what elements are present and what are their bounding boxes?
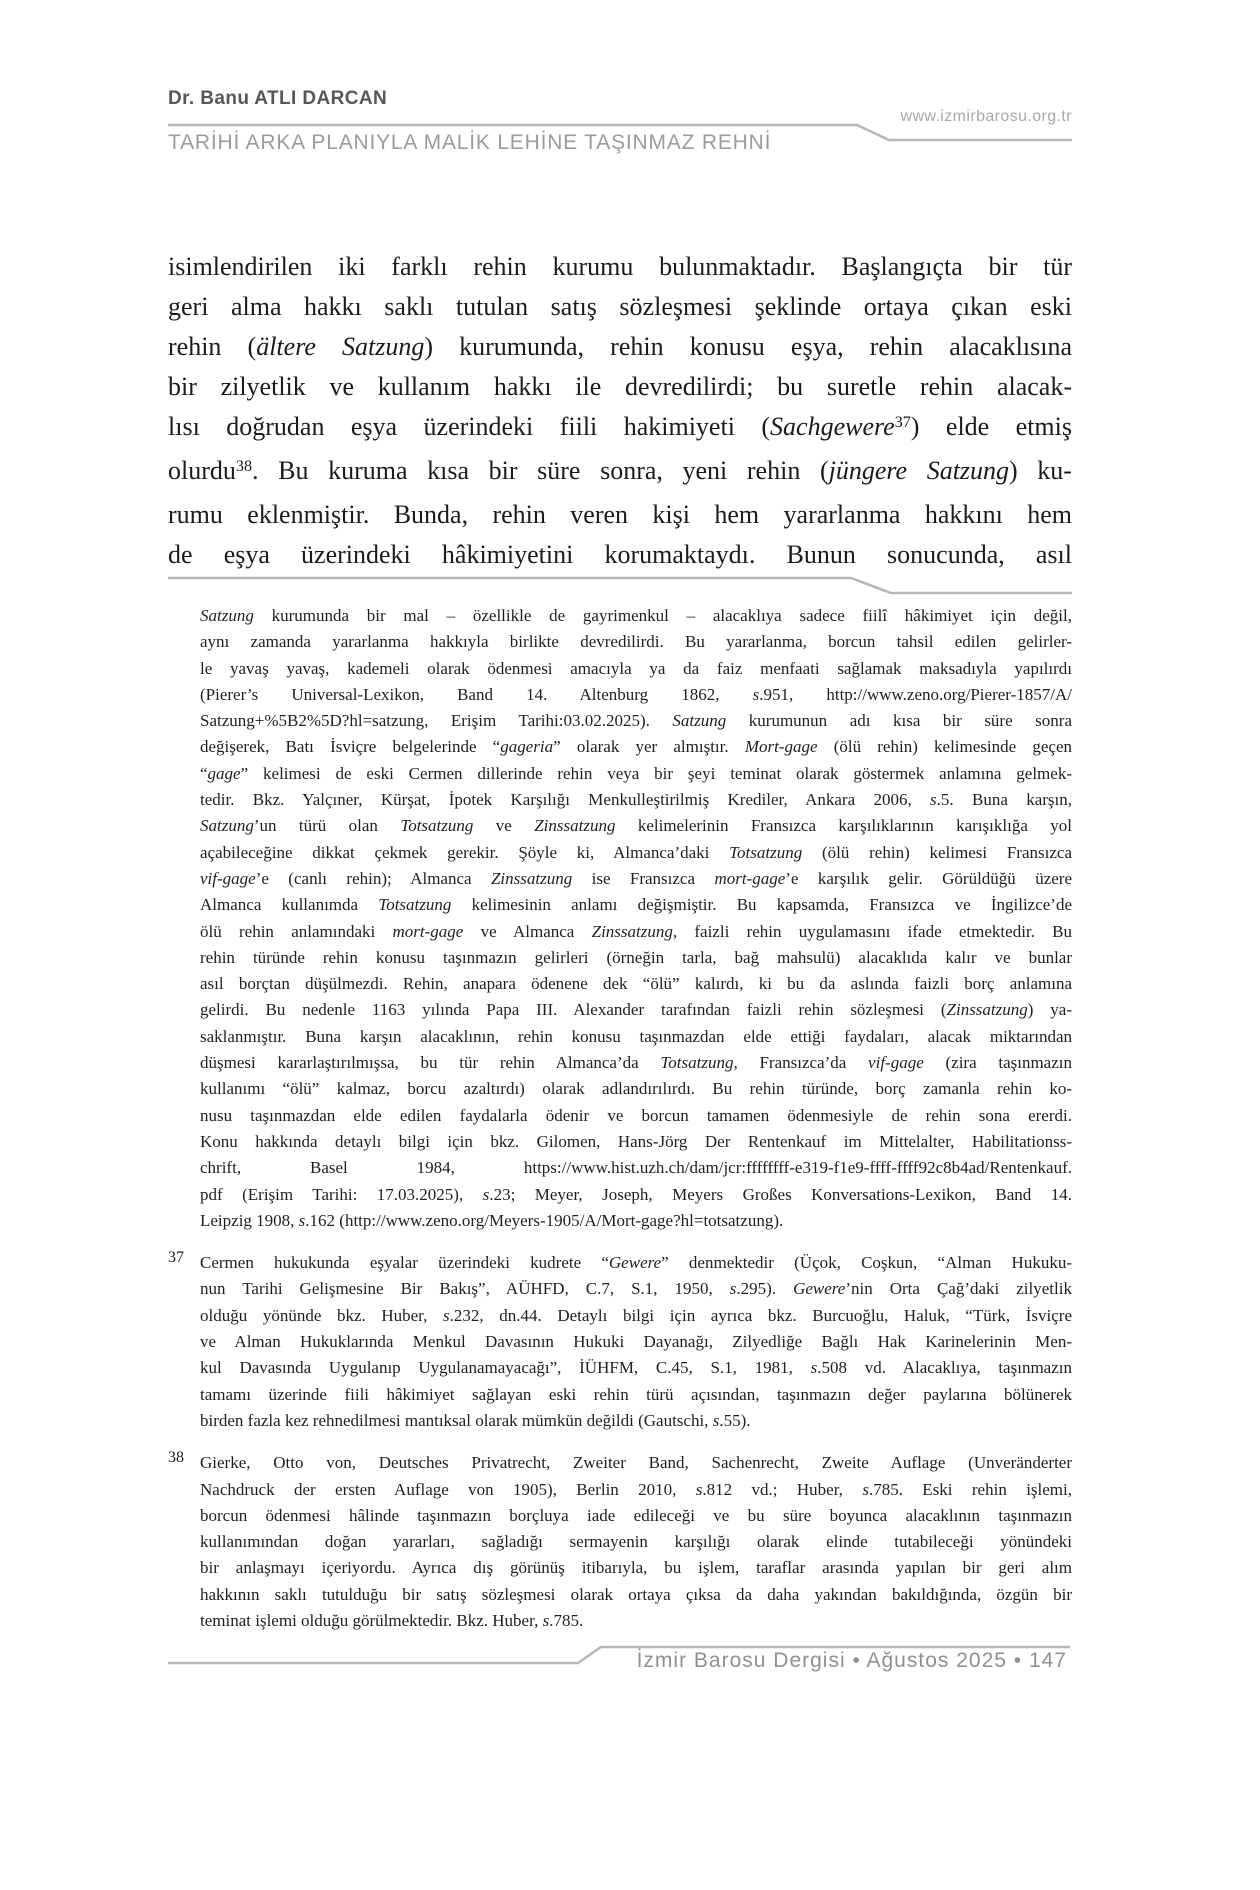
text-line: kul Davasında Uygulanıp Uygulanamayacağı”, İÜHFM, C.45, S.1, 1981, s.508 vd. Alacaklıya, taşınmazın xyxy=(200,1358,1072,1378)
text-line: asıl borçtan düşülmezdi. Rehin, anapara ödenene dek “ölü” kalırdı, ki bu da aslında faizli borç anlamına xyxy=(200,974,1072,994)
text-line: borcun ödenmesi hâlinde taşınmazın borçluya iade edileceği ve bu süre boyunca alacaklının taşınmazın xyxy=(200,1505,1072,1525)
text-line: gelirdi. Bu nedenle 1163 yılında Papa III. Alexander tarafından faizli rehin sözleşmesi (Zinssatzung) ya- xyxy=(200,1000,1072,1020)
footnote-number: 37 xyxy=(168,1249,184,1267)
text-line: vif-gage’e (canlı rehin); Almanca Zinssatzung ise Fransızca mort-gage’e karşılık gelir. Görüldüğü üzere xyxy=(200,868,1072,888)
text-line: Gierke, Otto von, Deutsches Privatrecht, Zweiter Band, Sachenrecht, Zweite Auflage (Unveränderter xyxy=(200,1453,1072,1473)
text-line: Konu hakkında detaylı bilgi için bkz. Gilomen, Hans-Jörg Der Rentenkauf im Mittelalter, Habilitationss- xyxy=(200,1131,1072,1151)
text-line: açabileceğine dikkat çekmek gerekir. Şöyle ki, Almanca’daki Totsatzung (ölü rehin) kelimesi Fransızca xyxy=(200,842,1072,862)
text-line: rumu eklenmiştir. Bunda, rehin veren kişi hem yararlanma hakkını hem xyxy=(168,500,1072,529)
text-line: Leipzig 1908, s.162 (http://www.zeno.org/Meyers-1905/A/Mort-gage?hl=totsatzung). xyxy=(200,1210,784,1230)
text-line: isimlendirilen iki farklı rehin kurumu bulunmaktadır. Başlangıçta bir tür xyxy=(168,252,1072,281)
footnote-divider-line xyxy=(168,578,1072,593)
author-name: Dr. Banu ATLI DARCAN xyxy=(168,88,388,109)
text-line: Satzung kurumunda bir mal – özellikle de gayrimenkul – alacaklıya sadece fiilî hâkimiyet için değil, xyxy=(200,606,1072,625)
text-line: bir zilyetlik ve kullanım hakkı ile devredilirdi; bu suretle rehin alacak- xyxy=(168,372,1072,401)
text-line: teminat işlemi olduğu görülmektedir. Bkz. Huber, s.785. xyxy=(200,1610,584,1630)
text-line: saklanmıştır. Buna karşın alacaklının, rehin konusu taşınmazdan elde ettiği faydaları, alacak miktarından xyxy=(200,1026,1072,1046)
text-line: değişerek, Batı İsviçre belgelerinde “gageria” olarak yer almıştır. Mort-gage (ölü rehin) kelimesinde geçen xyxy=(200,737,1072,757)
text-line: düşmesi kararlaştırılmışsa, bu tür rehin Almanca’da Totsatzung, Fransızca’da vif-gage (zira taşınmazın xyxy=(200,1053,1072,1073)
footnote-37 xyxy=(168,1250,1072,1434)
text-line: Almanca kullanımda Totsatzung kelimesinin anlamı değişmiştir. Bu kapsamda, Fransızca ve İngilizce’de xyxy=(200,895,1073,915)
article-title: TARİHİ ARKA PLANIYLA MALİK LEHİNE TAŞINMAZ REHNİ xyxy=(168,131,772,154)
footnotes-section xyxy=(168,603,1072,1634)
footnote-text xyxy=(200,1450,1072,1634)
text-line: lısı doğrudan eşya üzerindeki fiili hakimiyeti (Sachgewere$^{37}$) elde etmiş xyxy=(168,412,1072,441)
text-line: Nachdruck der ersten Auflage von 1905), Berlin 2010, s.812 vd.; Huber, s.785. Eski rehin işlemi, xyxy=(200,1479,1072,1499)
text-line: olurdu$^{38}$. Bu kuruma kısa bir süre sonra, yeni rehin (jüngere Satzung) ku- xyxy=(168,456,1072,485)
text-line: geri alma hakkı saklı tutulan satış sözleşmesi şeklinde ortaya çıkan eski xyxy=(168,292,1072,321)
text-line: Satzung’un türü olan Totsatzung ve Zinssatzung kelimelerinin Fransızca karşılıklarının karışıklığa yol xyxy=(200,816,1072,836)
website-url: www.izmirbarosu.org.tr xyxy=(900,108,1072,125)
text-line: bir anlaşmayı içeriyordu. Ayrıca dış görünüş itibarıyla, bu işlem, taraflar arasında yapılan bir geri alım xyxy=(200,1558,1072,1578)
footnote-text xyxy=(200,603,1072,1234)
text-line: ölü rehin anlamındaki mort-gage ve Almanca Zinssatzung, faizli rehin uygulamasını ifade etmektedir. Bu xyxy=(200,921,1072,941)
text-line: birden fazla kez rehnedilmesi mantıksal olarak mümkün değildi (Gautschi, s.55). xyxy=(200,1410,751,1430)
footnote-number: 38 xyxy=(168,1449,184,1467)
text-line: le yavaş yavaş, kademeli olarak ödenmesi amacıyla ya da faiz menfaati sağlamak maksadıyla yapılırdı xyxy=(200,658,1072,678)
text-line: tedir. Bkz. Yalçıner, Kürşat, İpotek Karşılığı Menkulleştirilmiş Krediler, Ankara 2006, s.5. Buna karşın, xyxy=(200,790,1073,810)
page-footer: İzmir Barosu Dergisi • Ağustos 2025 • 147 xyxy=(636,1649,1067,1672)
text-line: tamamı üzerinde fiili hâkimiyet sağlayan eski rehin türü açısından, taşınmazın değer paylarına bölünerek xyxy=(200,1384,1072,1404)
footnote-text xyxy=(200,1250,1072,1434)
text-line: de eşya üzerindeki hâkimiyetini korumaktaydı. Bunun sonucunda, asıl xyxy=(168,540,1072,569)
footnote-38 xyxy=(168,1450,1072,1634)
text-line: rehin (ältere Satzung) kurumunda, rehin konusu eşya, rehin alacaklısına xyxy=(168,332,1072,361)
text-line: pdf (Erişim Tarihi: 17.03.2025), s.23; Meyer, Joseph, Meyers Großes Konversations-Lexikon, Band 14. xyxy=(200,1184,1072,1204)
text-line: nun Tarihi Gelişmesine Bir Bakış”, AÜHFD, C.7, S.1, 1950, s.295). Gewere’nin Orta Çağ’daki zilyetlik xyxy=(200,1279,1072,1299)
text-line: chrift, Basel 1984, https://www.hist.uzh.ch/dam/jcr:ffffffff-e319-f1e9-ffff-ffff92c8b4ad/Rentenkauf. xyxy=(200,1158,1072,1178)
text-line: kullanımından doğan yararları, sağladığı sermayenin karşılığı olarak elinde tutabileceği yönündeki xyxy=(200,1532,1072,1552)
text-line: (Pierer’s Universal-Lexikon, Band 14. Altenburg 1862, s.951, http://www.zeno.org/Pierer-1857/A/ xyxy=(200,684,1072,704)
body-text xyxy=(168,247,1072,575)
footnote-36-continuation xyxy=(168,603,1072,1234)
text-line: Satzung+%5B2%5D?hl=satzung, Erişim Tarihi:03.02.2025). Satzung kurumunun adı kısa bir süre sonra xyxy=(200,711,1072,731)
text-line: kullanımı “ölü” kalmaz, borcu azaltırdı) olarak adlandırılırdı. Bu rehin türünde, borç zamanla rehin ko- xyxy=(200,1079,1072,1099)
text-line: aynı zamanda yararlanma hakkıyla birlikte devredilirdi. Bu yararlanma, borcun tahsil edilen gelirler- xyxy=(200,632,1072,652)
text-line: nusu taşınmazdan elde edilen faydalarla ödenir ve borcun tamamen ödenmesiyle de rehin sona ererdi. xyxy=(200,1105,1072,1125)
text-line: ve Alman Hukuklarında Menkul Davasının Hukuki Dayanağı, Zilyedliğe Bağlı Hak Karinelerinin Men- xyxy=(200,1332,1072,1352)
text-line: hakkının saklı tutulduğu bir satış sözleşmesi olarak ortaya çıksa da daha yakından bakıldığında, özgün bir xyxy=(200,1584,1072,1604)
text-line: olduğu yönünde bkz. Huber, s.232, dn.44. Detaylı bilgi için ayrıca bkz. Burcuoğlu, Haluk, “Türk, İsviçre xyxy=(200,1305,1072,1325)
text-line: Cermen hukukunda eşyalar üzerindeki kudrete “Gewere” denmektedir (Üçok, Coşkun, “Alman Hukuku- xyxy=(200,1253,1072,1273)
text-line: “gage” kelimesi de eski Cermen dillerinde rehin veya bir şeyi teminat olarak göstermek anlamına gelmek- xyxy=(200,763,1072,783)
text-line: rehin türünde rehin konusu taşınmazın gelirleri (örneğin tarla, bağ mahsulü) alacaklıda kalır ve bunlar xyxy=(200,947,1072,967)
